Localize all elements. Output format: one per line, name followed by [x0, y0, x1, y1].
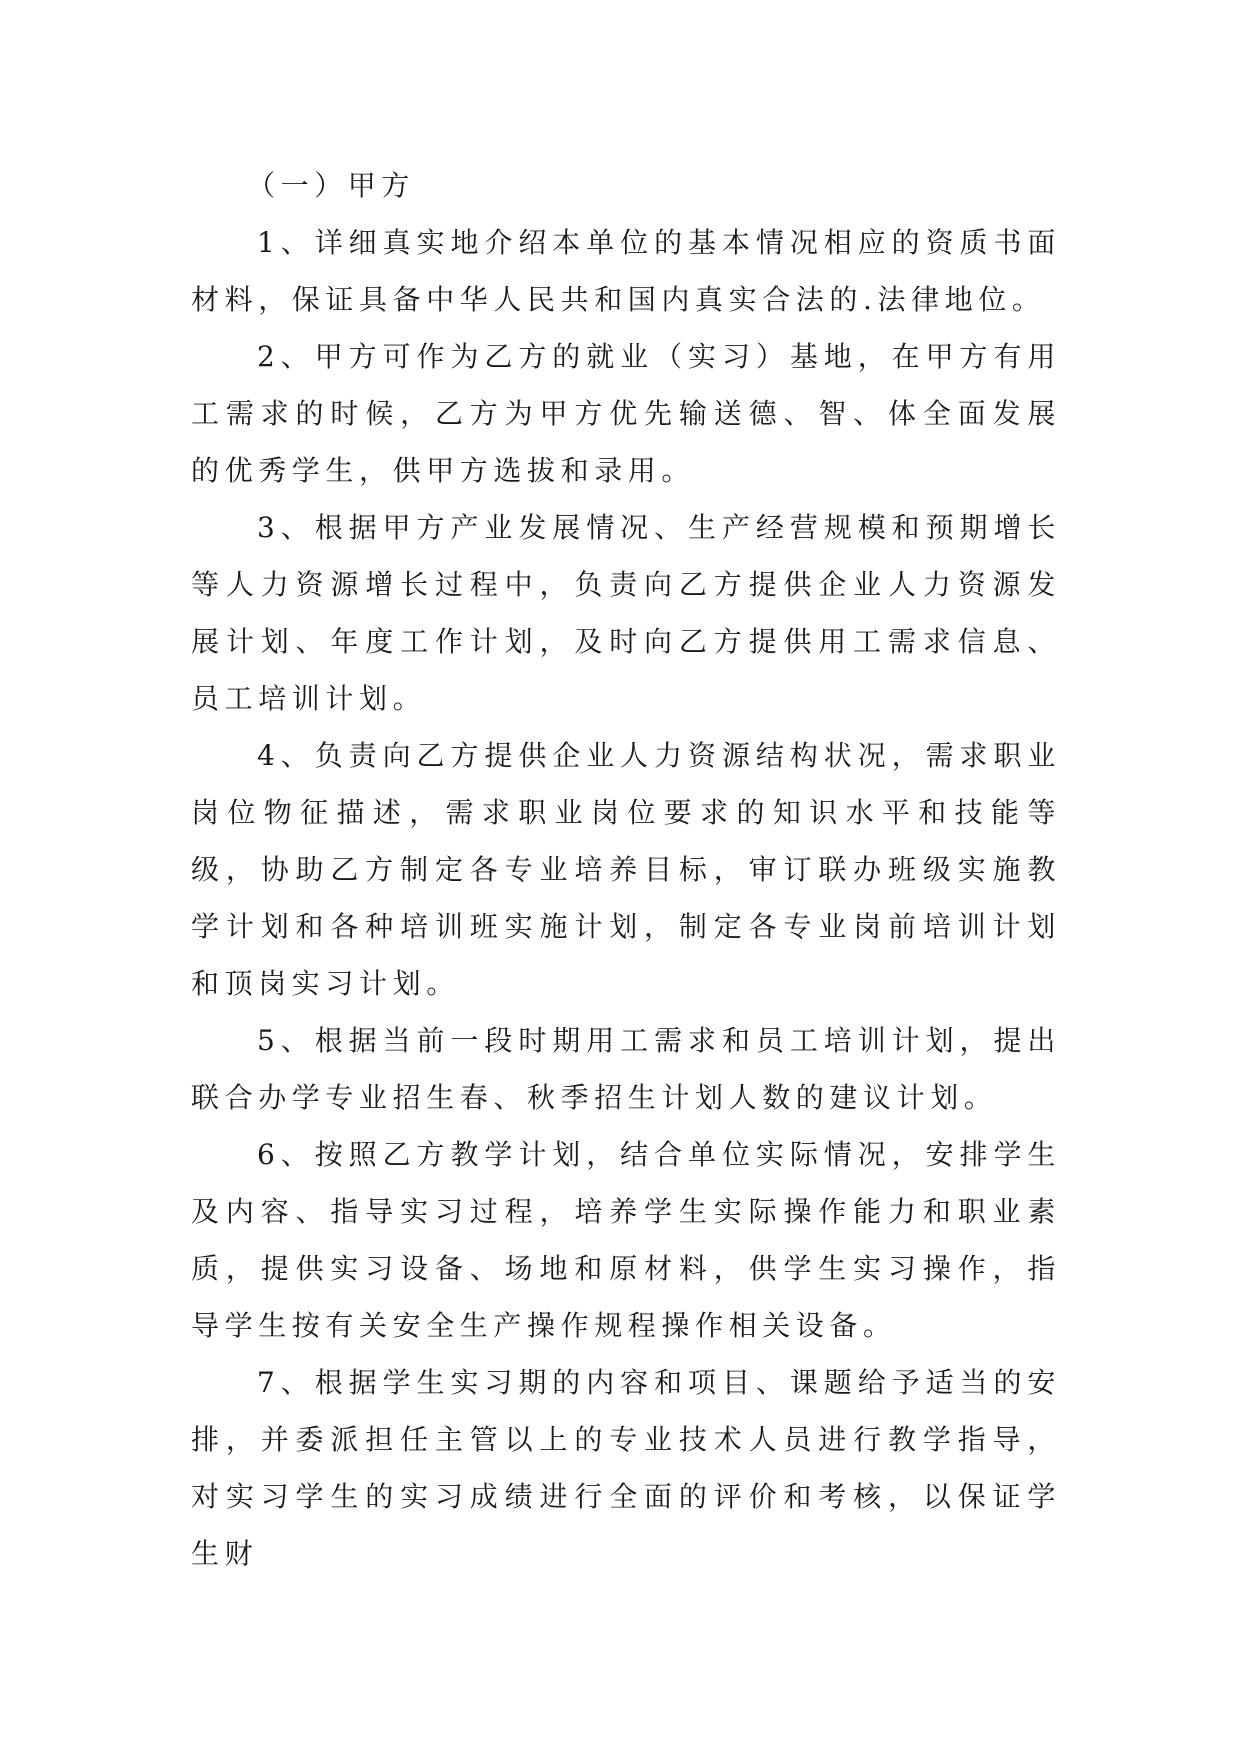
- clause-1: 1、详细真实地介绍本单位的基本情况相应的资质书面材料，保证具备中华人民共和国内真实合法的.法律地位。: [191, 226, 1061, 316]
- clause-6: 6、按照乙方教学计划，结合单位实际情况，安排学生及内容、指导实习过程，培养学生实际操作能力和职业素质，提供实习设备、场地和原材料，供学生实习操作，指导学生按有关安全生产操作规程操作相关设备。: [191, 1138, 1061, 1342]
- clause-3: 3、根据甲方产业发展情况、生产经营规模和预期增长等人力资源增长过程中，负责向乙方提供企业人力资源发展计划、年度工作计划，及时向乙方提供用工需求信息、员工培训计划。: [191, 511, 1061, 715]
- document-body: [191, 157, 1061, 1582]
- clause-4: 4、负责向乙方提供企业人力资源结构状况，需求职业岗位物征描述，需求职业岗位要求的知识水平和技能等级，协助乙方制定各专业培养目标，审订联办班级实施教学计划和各种培训班实施计划，制定各专业岗前培训计划和顶岗实习计划。: [191, 739, 1061, 1000]
- clause-5: 5、根据当前一段时期用工需求和员工培训计划，提出联合办学专业招生春、秋季招生计划人数的建议计划。: [191, 1024, 1061, 1114]
- section-heading: （一）甲方: [247, 169, 416, 202]
- clause-2: 2、甲方可作为乙方的就业（实习）基地，在甲方有用工需求的时候，乙方为甲方优先输送德、智、体全面发展的优秀学生，供甲方选拔和录用。: [191, 340, 1061, 487]
- clause-7: 7、根据学生实习期的内容和项目、课题给予适当的安排，并委派担任主管以上的专业技术人员进行教学指导，对实习学生的实习成绩进行全面的评价和考核，以保证学生财: [191, 1366, 1061, 1570]
